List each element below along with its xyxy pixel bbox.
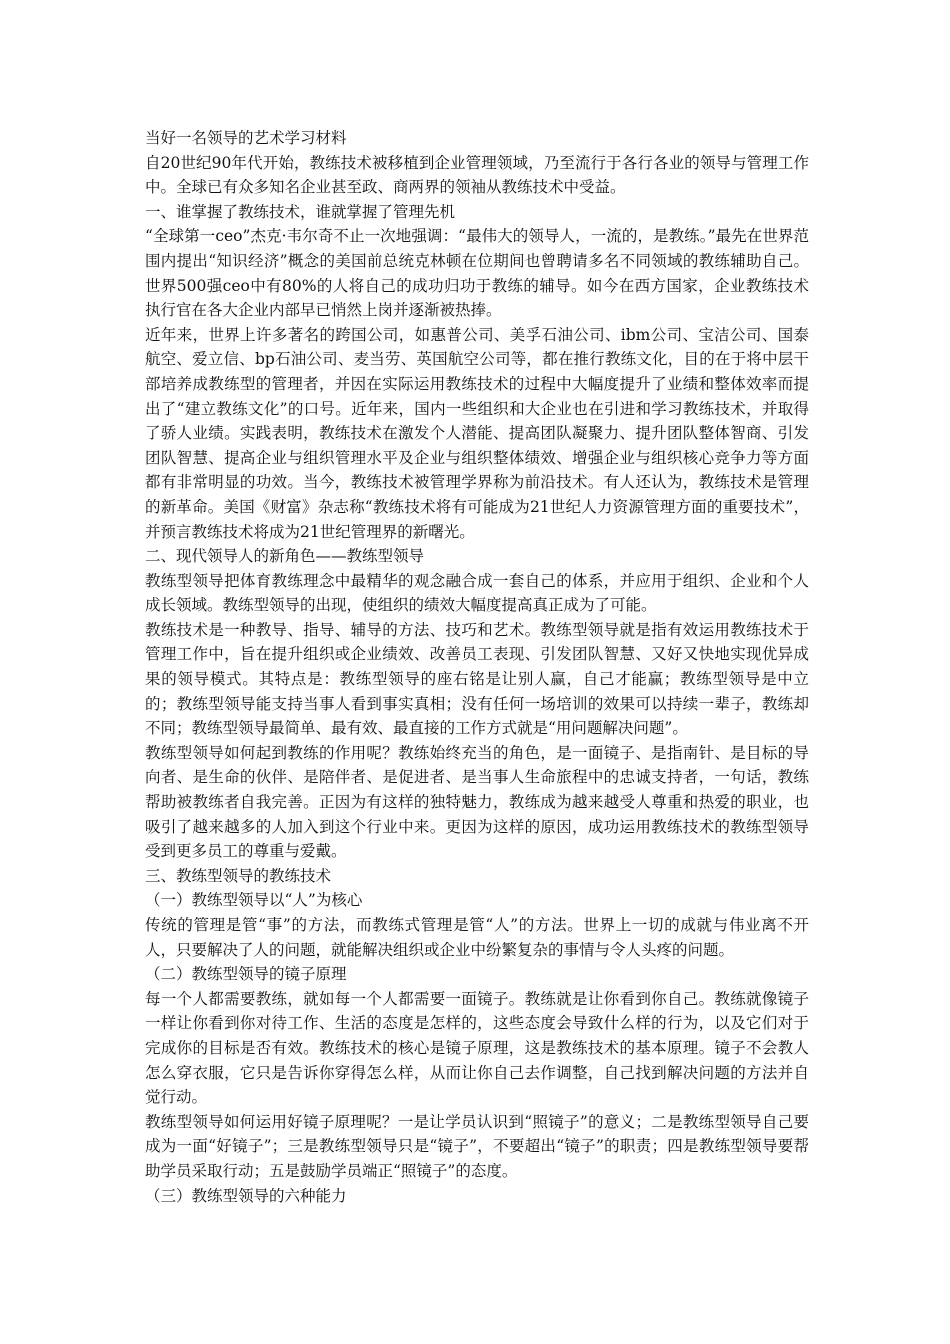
- paragraph: 近年来，世界上许多著名的跨国公司，如惠普公司、美孚石油公司、ibm公司、宝洁公司、国泰航空、爱立信、bp石油公司、麦当劳、英国航空公司等，都在推行教练文化，目的在于将中层干部培养成教练型的管理者，并因在实际运用教练技术的过程中大幅度提升了业绩和整体效率而提出了“建立教练文化”的口号。近年来，国内一些组织和大企业也在引进和学习教练技术，并取得了骄人业绩。实践表明，教练技术在激发个人潜能、提高团队凝聚力、提升团队整体智商、引发团队智慧、提高企业与组织管理水平及企业与组织整体绩效、增强企业与组织核心竞争力等方面都有非常明显的功效。当今，教练技术被管理学界称为前沿技术。有人还认为，教练技术是管理的新革命。美国《财富》杂志称“教练技术将有可能成为21世纪人力资源管理方面的重要技术”，并预言教练技术将成为21世纪管理界的新曙光。: [145, 325, 809, 541]
- section-heading-1: 一、谁掌握了教练技术，谁就掌握了管理先机: [145, 202, 456, 221]
- paragraph: 每一个人都需要教练，就如每一个人都需要一面镜子。教练就是让你看到你自己。教练就像镜子一样让你看到你对待工作、生活的态度是怎样的，这些态度会导致什么样的行为，以及它们对于完成你的目标是否有效。教练技术的核心是镜子原理，这是教练技术的基本原理。镜子不会教人怎么穿衣服，它只是告诉你穿得怎么样，从而让你自己去作调整，自己找到解决问题的方法并自觉行动。: [145, 989, 809, 1107]
- section-heading-2: 二、现代领导人的新角色——教练型领导: [145, 547, 425, 566]
- document-title: 当好一名领导的艺术学习材料: [145, 129, 347, 147]
- paragraph: 教练型领导如何起到教练的作用呢？教练始终充当的角色，是一面镜子、是指南针、是目标的导向者、是生命的伙伴、是陪伴者、是促进者、是当事人生命旅程中的忠诚支持者，一句话，教练帮助被教练者自我完善。正因为有这样的独特魅力，教练成为越来越受人尊重和热爱的职业，也吸引了越来越多的人加入到这个行业中来。更因为这样的原因，成功运用教练技术的教练型领导受到更多员工的尊重与爱戴。: [145, 743, 809, 861]
- paragraph: 教练型领导如何运用好镜子原理呢？一是让学员认识到“照镜子”的意义；二是教练型领导自己要成为一面“好镜子”；三是教练型领导只是“镜子”，不要超出“镜子”的职责；四是教练型领导要帮助学员采取行动；五是鼓励学员端正“照镜子”的态度。: [145, 1112, 809, 1180]
- subsection-heading-1: （一）教练型领导以“人”为核心: [145, 891, 363, 910]
- subsection-heading-2: （二）教练型领导的镜子原理: [145, 965, 347, 984]
- paragraph: 传统的管理是管“事”的方法，而教练式管理是管“人”的方法。世界上一切的成就与伟业离不开人，只要解决了人的问题，就能解决组织或企业中纷繁复杂的事情与令人头疼的问题。: [145, 916, 809, 959]
- paragraph: “全球第一ceo”杰克·韦尔奇不止一次地强调：“最伟大的领导人，一流的，是教练。”最先在世界范围内提出“知识经济”概念的美国前总统克林顿在位期间也曾聘请多名不同领域的教练辅助自己。世界500强ceo中有80%的人将自己的成功归功于教练的辅导。如今在西方国家，企业教练技术执行官在各大企业内部早已悄然上岗并逐渐被热捧。: [145, 227, 809, 320]
- section-heading-3: 三、教练型领导的教练技术: [145, 866, 332, 885]
- paragraph: 教练技术是一种教导、指导、辅导的方法、技巧和艺术。教练型领导就是指有效运用教练技术于管理工作中，旨在提升组织或企业绩效、改善员工表现、引发团队智慧、又好又快地实现优异成果的领导模式。其特点是：教练型领导的座右铭是让别人赢，自己才能赢；教练型领导是中立的；教练型领导能支持当事人看到事实真相；没有任何一场培训的效果可以持续一辈子，教练却不同；教练型领导最简单、最有效、最直接的工作方式就是“用问题解决问题”。: [145, 620, 809, 738]
- paragraph-intro: 自20世纪90年代开始，教练技术被移植到企业管理领域，乃至流行于各行各业的领导与管理工作中。全球已有众多知名企业甚至政、商两界的领袖从教练技术中受益。: [145, 153, 809, 197]
- paragraph: 教练型领导把体育教练理念中最精华的观念融合成一套自己的体系，并应用于组织、企业和个人成长领域。教练型领导的出现，使组织的绩效大幅度提高真正成为了可能。: [145, 571, 809, 615]
- subsection-heading-3: （三）教练型领导的六种能力: [145, 1186, 347, 1205]
- document-page: [145, 126, 809, 1208]
